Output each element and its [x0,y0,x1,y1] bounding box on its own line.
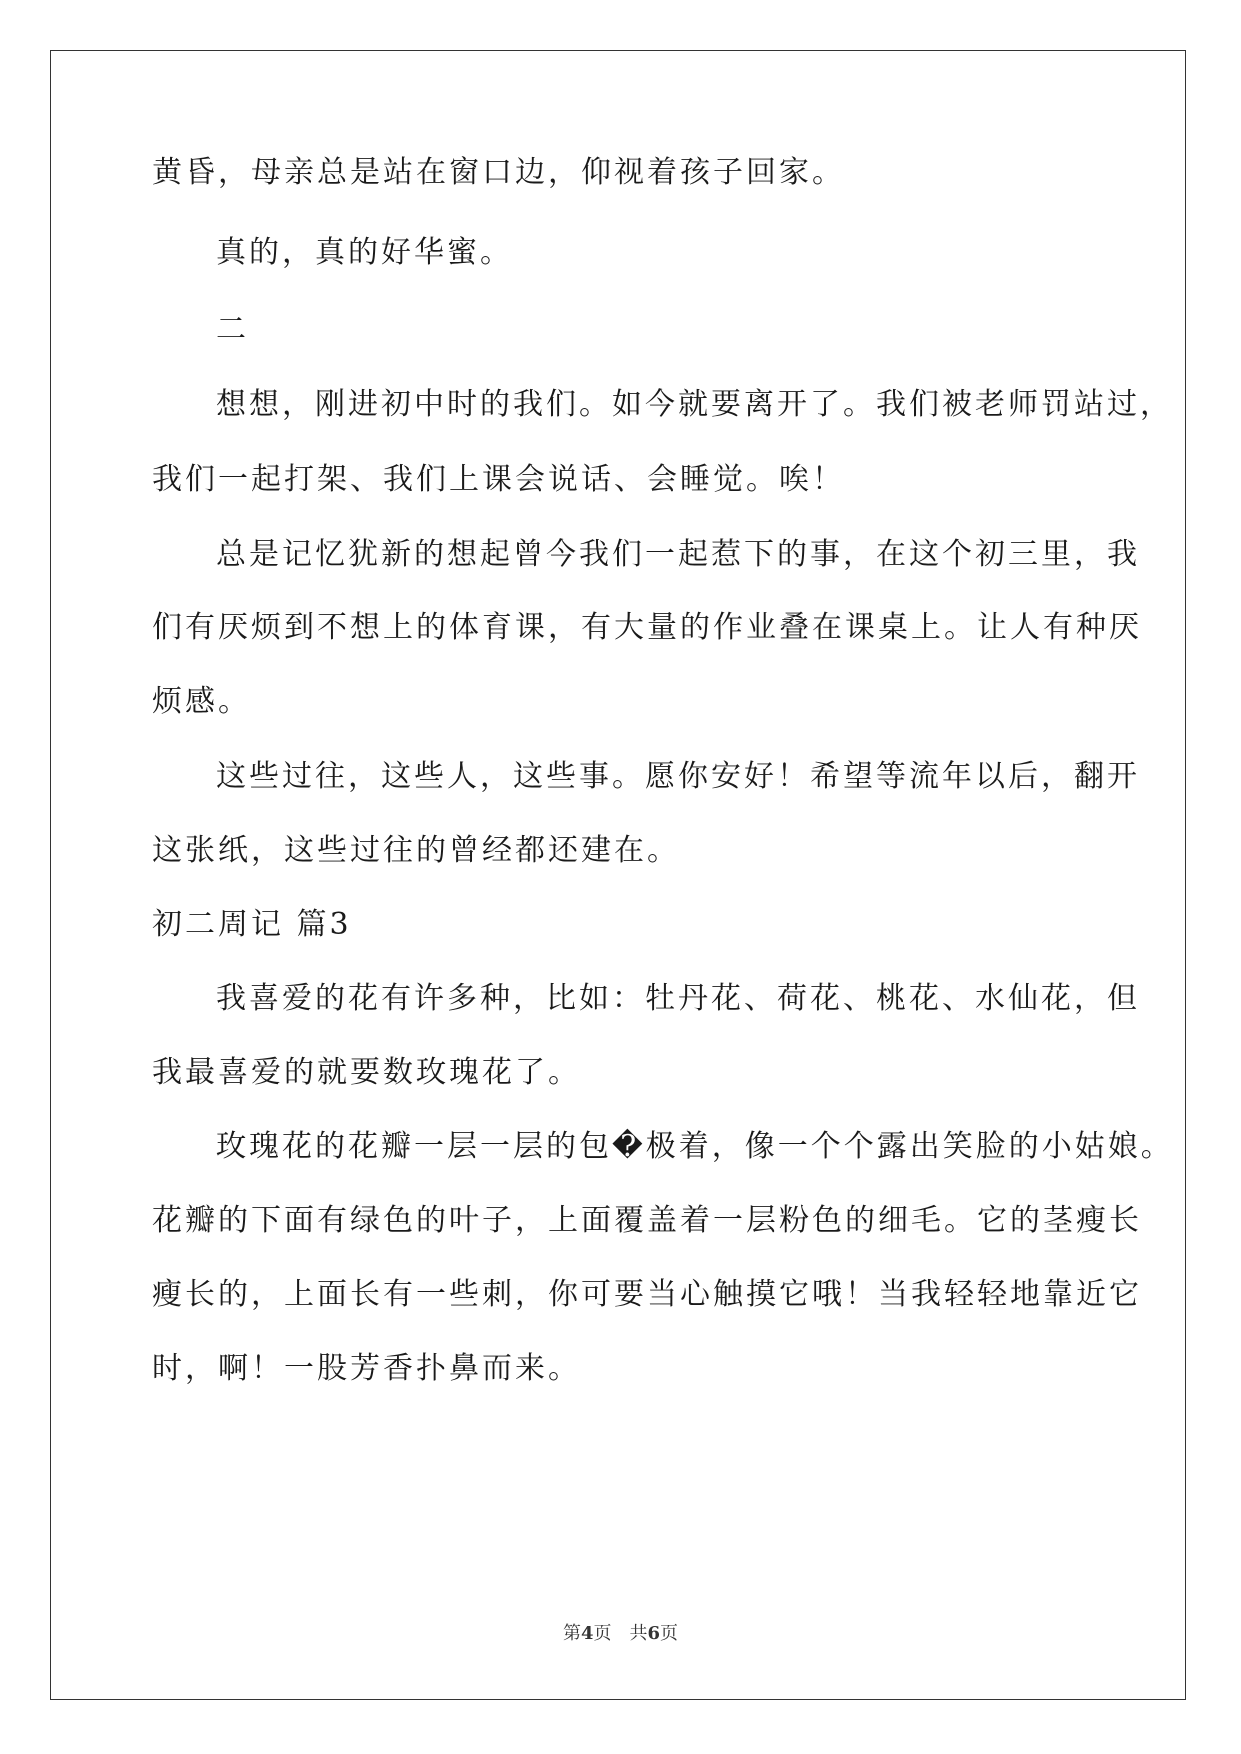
text-line: 真的，真的好华蜜。 [216,235,513,270]
text-line: 烦感。 [152,684,251,719]
current-page-number: 4 [580,1623,594,1644]
text-line: 我喜爱的花有许多种，比如：牡丹花、荷花、桃花、水仙花，但 [216,981,1140,1016]
text-line: 总是记忆犹新的想起曾今我们一起惹下的事，在这个初三里，我 [216,537,1140,572]
footer-page-word: 页 [593,1623,612,1644]
text-line: 这些过往，这些人，这些事。愿你安好！希望等流年以后，翻开 [216,759,1140,794]
footer-total-suffix: 页 [660,1623,679,1644]
text-line: 我们一起打架、我们上课会说话、会睡觉。唉！ [152,462,845,497]
page-border [50,50,1186,1700]
text-line: 我最喜爱的就要数玫瑰花了。 [152,1055,581,1090]
text-line: 玫瑰花的花瓣一层一层的包�极着，像一个个露出笑脸的小姑娘。 [216,1129,1174,1164]
text-line: 想想，刚进初中时的我们。如今就要离开了。我们被老师罚站过， [216,387,1173,422]
text-line: 这张纸，这些过往的曾经都还建在。 [152,833,680,868]
footer-total-prefix: 共 [629,1623,648,1644]
text-line: 黄昏，母亲总是站在窗口边，仰视着孩子回家。 [152,155,845,190]
page-footer [0,1622,1241,1646]
text-line: 瘦长的，上面长有一些刺，你可要当心触摸它哦！当我轻轻地靠近它 [152,1277,1142,1312]
text-line: 时，啊！一股芳香扑鼻而来。 [152,1351,581,1386]
total-page-count: 6 [647,1623,661,1644]
section-heading: 初二周记 篇3 [152,907,352,942]
section-number: 二 [216,312,249,347]
footer-prefix: 第 [562,1623,581,1644]
text-line: 们有厌烦到不想上的体育课，有大量的作业叠在课桌上。让人有种厌 [152,610,1142,645]
text-line: 花瓣的下面有绿色的叶子，上面覆盖着一层粉色的细毛。它的茎瘦长 [152,1203,1142,1238]
